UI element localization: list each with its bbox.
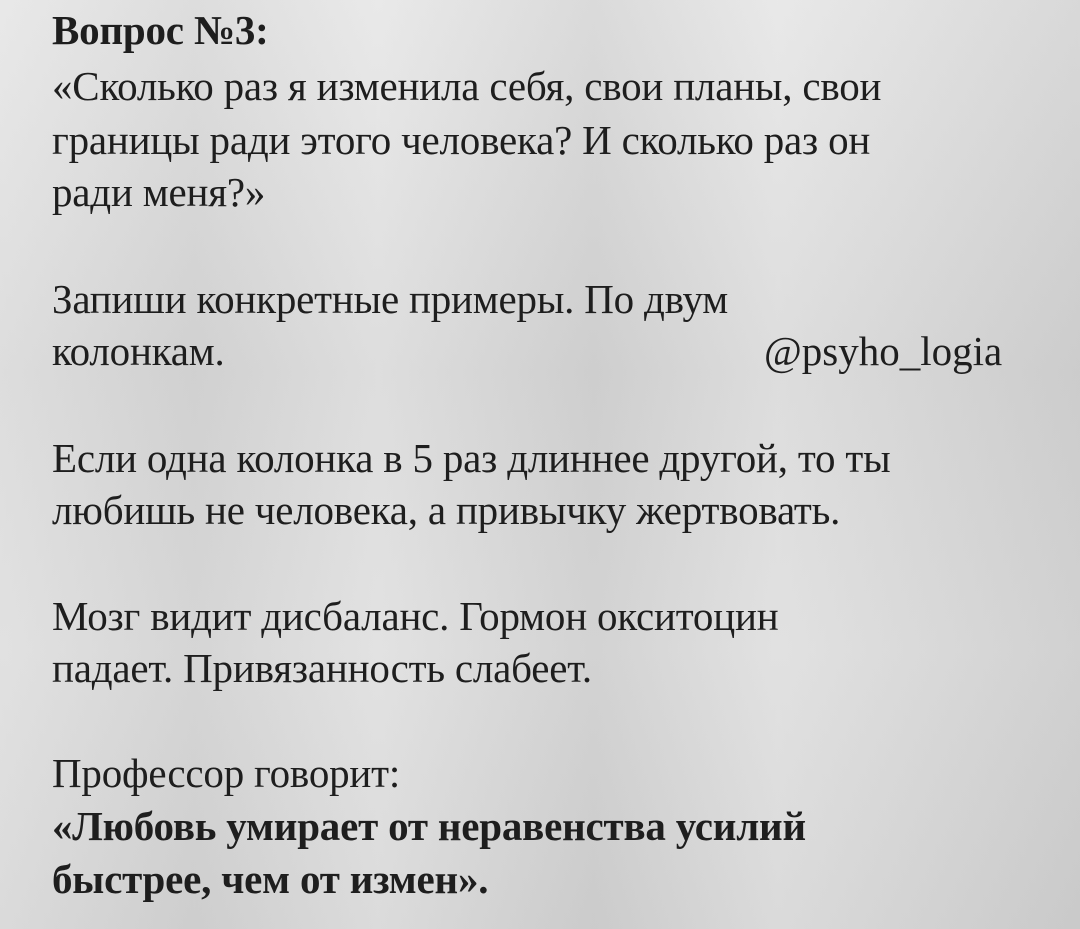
- professor-quote-line-1: «Любовь умирает от неравенства усилий: [52, 803, 806, 849]
- question-heading: Вопрос №3:: [52, 7, 269, 53]
- instruction-line-1: Запиши конкретные примеры. По двум: [52, 276, 728, 322]
- question-quote-line-2: границы ради этого человека? И сколько раз он: [52, 117, 871, 163]
- question-quote-line-3: ради меня?»: [52, 169, 266, 215]
- brain-line-2: падает. Привязанность слабеет.: [52, 645, 592, 691]
- instruction-line-2: колонкам.: [52, 328, 225, 374]
- conclusion-line-2: любишь не человека, а привычку жертвовать.: [52, 487, 841, 533]
- professor-intro: Профессор говорит:: [52, 750, 401, 796]
- brain-line-1: Мозг видит дисбаланс. Гормон окситоцин: [52, 593, 779, 639]
- professor-quote-line-2: быстрее, чем от измен».: [52, 856, 489, 902]
- author-handle: @psyho_logia: [764, 328, 1003, 374]
- document-page: [52, 0, 1062, 929]
- conclusion-line-1: Если одна колонка в 5 раз длиннее другой, то ты: [52, 435, 891, 481]
- question-quote-line-1: «Сколько раз я изменила себя, свои планы, свои: [52, 63, 882, 109]
